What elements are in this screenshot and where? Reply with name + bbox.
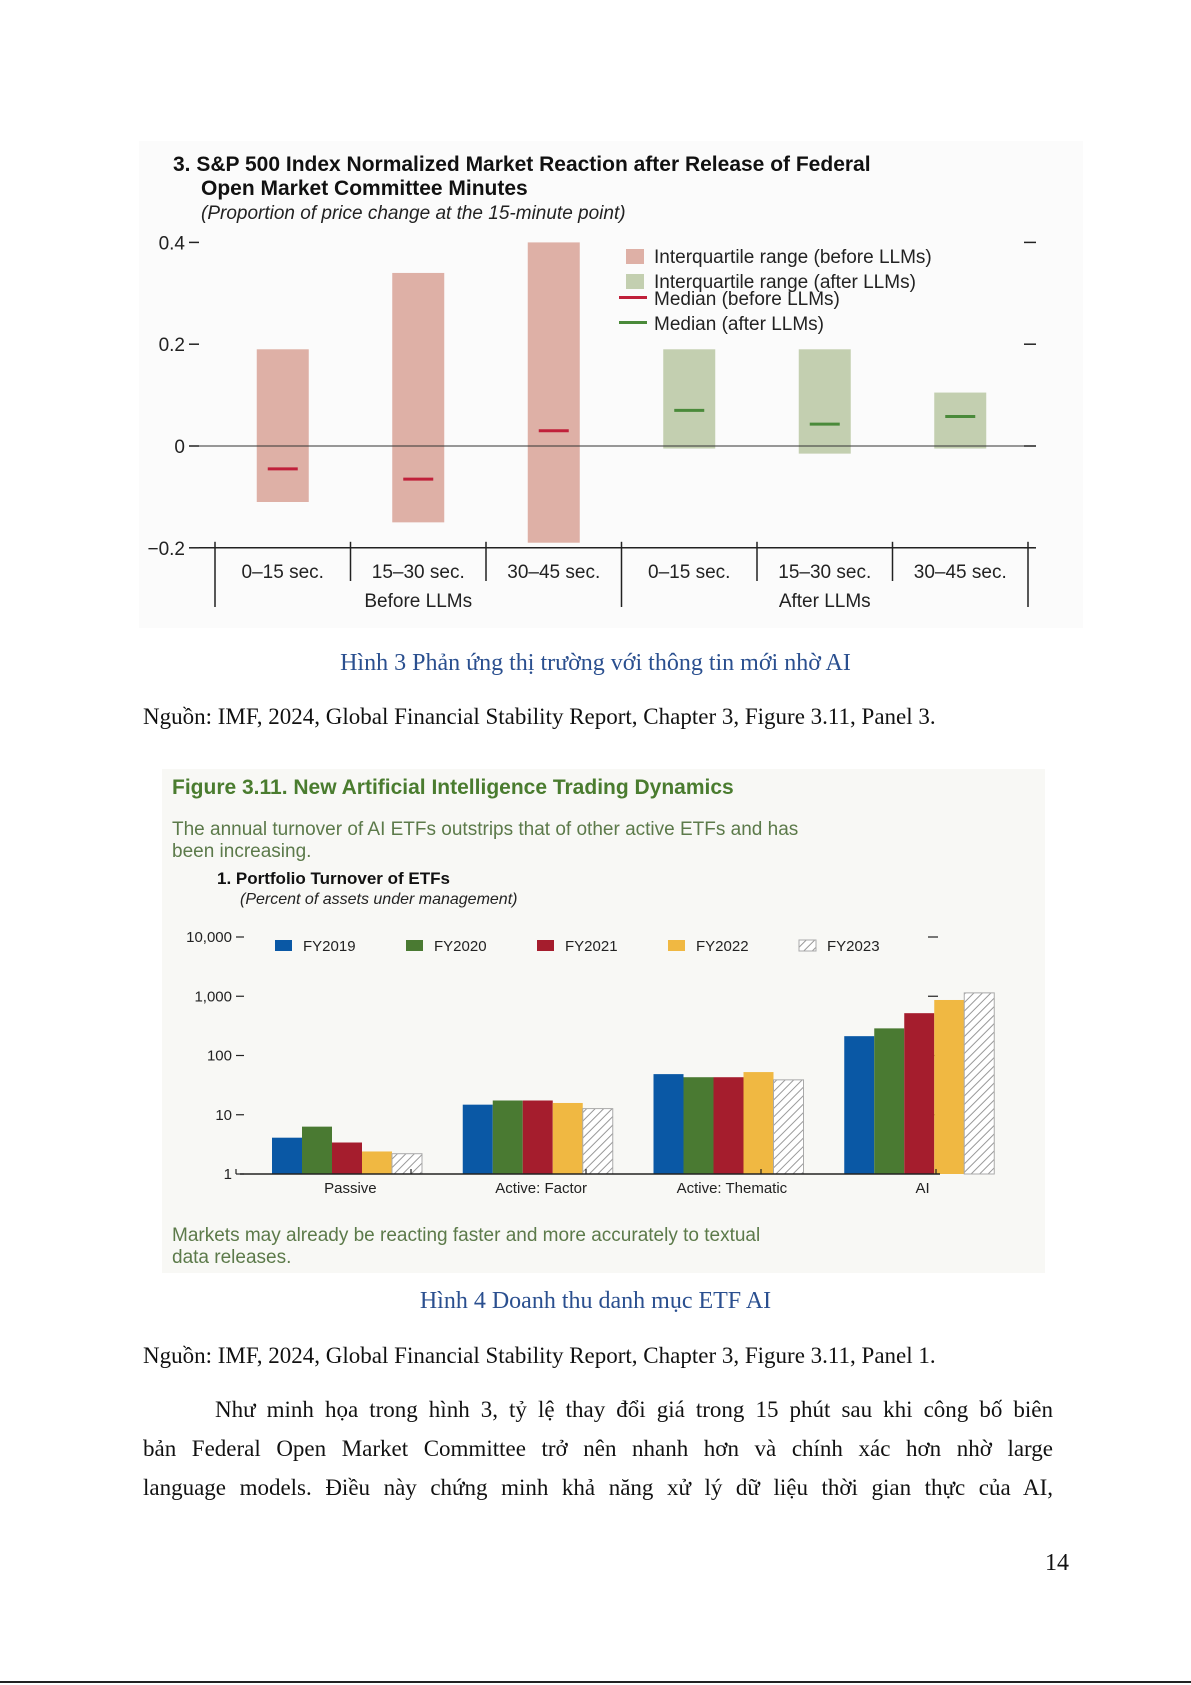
y-tick-label: 10,000 — [186, 929, 232, 946]
y-tick-label: 1,000 — [194, 988, 232, 1006]
figure-4-chart-panel — [162, 769, 1045, 1273]
x-tick-label: 0–15 sec. — [648, 562, 731, 583]
bar-fy2022 — [553, 1103, 583, 1174]
bar-fy2019 — [272, 1138, 302, 1174]
x-group-label: After LLMs — [778, 591, 871, 612]
x-tick-label: Active: Thematic — [676, 1180, 788, 1197]
x-tick-label: Active: Factor — [495, 1180, 587, 1197]
y-tick-label: 0.2 — [158, 335, 185, 357]
bar-fy2023 — [583, 1109, 613, 1174]
bar-fy2021 — [714, 1077, 744, 1174]
legend-swatch-median-after — [619, 321, 647, 324]
iqr-bar — [934, 393, 986, 449]
y-tick-label: −0.2 — [147, 538, 185, 560]
bar-fy2023 — [964, 993, 994, 1174]
x-tick-label: 15–30 sec. — [371, 562, 465, 583]
chart-legend — [275, 938, 880, 955]
bar-fy2023 — [774, 1080, 804, 1174]
bar-fy2020 — [874, 1028, 904, 1174]
legend-swatch — [537, 940, 554, 951]
figure-4-caption: Hình 4 Doanh thu danh mục ETF AI — [419, 1288, 772, 1314]
x-tick-label: 15–30 sec. — [778, 562, 872, 583]
bar-fy2021 — [332, 1143, 362, 1174]
x-tick-label: 0–15 sec. — [241, 562, 324, 583]
chart-subtitle: (Proportion of price change at the 15-minute point) — [201, 203, 626, 224]
page-number: 14 — [1045, 1550, 1069, 1576]
legend-label: FY2023 — [827, 938, 880, 955]
legend-swatch — [406, 940, 423, 951]
x-tick-label: 30–45 sec. — [507, 562, 601, 583]
figure-header: Figure 3.11. New Artificial Intelligence Trading Dynamics — [172, 776, 734, 799]
figure-3-caption: Hình 3 Phản ứng thị trường với thông tin mới nhờ AI — [340, 650, 851, 676]
bar-fy2019 — [844, 1036, 874, 1174]
figure-3-chart-panel — [139, 141, 1083, 628]
body-paragraph-line1: Như minh họa trong hình 3, tỷ lệ thay đổi giá trong 15 phút sau khi công bố biên — [215, 1397, 1053, 1422]
legend-swatch — [668, 940, 685, 951]
iqr-bar — [663, 349, 715, 448]
figure-subtitle-line1: The annual turnover of AI ETFs outstrips that of other active ETFs and has — [172, 819, 799, 840]
chart-legend — [619, 247, 932, 335]
body-paragraph-line3: language models. Điều này chứng minh khả năng xử lý dữ liệu thời gian thực của AI, — [143, 1475, 1053, 1500]
bar-fy2020 — [302, 1127, 332, 1174]
x-tick-label: AI — [915, 1180, 930, 1197]
y-tick-label: 100 — [206, 1047, 232, 1065]
chart-title-line2: Open Market Committee Minutes — [201, 177, 528, 200]
legend-label: Interquartile range (before LLMs) — [654, 247, 932, 268]
iqr-bar — [257, 349, 309, 502]
figure-4-source: Nguồn: IMF, 2024, Global Financial Stability Report, Chapter 3, Figure 3.11, Panel 1. — [143, 1343, 936, 1368]
legend-label: FY2021 — [565, 938, 618, 955]
figure-subtitle-line2: been increasing. — [172, 841, 312, 862]
legend-label: Median (after LLMs) — [654, 314, 825, 335]
legend-swatch-iqr-after — [626, 274, 644, 289]
legend-swatch-iqr-before — [626, 249, 644, 264]
chart-subtitle: (Percent of assets under management) — [240, 891, 518, 908]
y-tick-label: 1 — [223, 1166, 232, 1183]
y-tick-label: 0.4 — [158, 233, 185, 255]
figure-footer-line1: Markets may already be reacting faster and more accurately to textual — [172, 1225, 761, 1246]
bar-fy2019 — [654, 1074, 684, 1174]
bar-fy2021 — [904, 1013, 934, 1174]
etf-turnover-chart — [162, 769, 1045, 1273]
bar-fy2021 — [523, 1100, 553, 1174]
legend-swatch — [799, 940, 816, 951]
legend-label: FY2020 — [434, 938, 487, 955]
chart-title: 1. Portfolio Turnover of ETFs — [217, 869, 450, 888]
legend-label: FY2019 — [303, 938, 356, 955]
bar-fy2022 — [362, 1151, 392, 1174]
bar-fy2019 — [463, 1105, 493, 1174]
y-tick-label: 0 — [174, 437, 185, 458]
page-bottom-rule — [0, 1681, 1191, 1683]
bar-fy2022 — [934, 1000, 964, 1174]
sp500-reaction-chart — [139, 141, 1083, 628]
iqr-bar — [528, 242, 580, 542]
x-tick-label: Passive — [324, 1180, 377, 1197]
legend-label: Interquartile range (after LLMs) — [654, 272, 916, 293]
bar-fy2022 — [744, 1072, 774, 1174]
y-tick-label: 10 — [215, 1106, 232, 1124]
figure-3-source: Nguồn: IMF, 2024, Global Financial Stability Report, Chapter 3, Figure 3.11, Panel 3. — [143, 704, 936, 729]
iqr-bar — [799, 349, 851, 453]
x-group-label: Before LLMs — [364, 591, 473, 612]
bar-fy2023 — [392, 1154, 422, 1174]
figure-footer-line2: data releases. — [172, 1247, 292, 1268]
bar-fy2020 — [684, 1077, 714, 1174]
iqr-bar — [392, 273, 444, 522]
legend-label: Median (before LLMs) — [654, 289, 840, 310]
body-paragraph-line2: bản Federal Open Market Committee trở nên nhanh hơn và chính xác hơn nhờ large — [143, 1436, 1053, 1461]
legend-label: FY2022 — [696, 938, 749, 955]
bar-fy2020 — [493, 1100, 523, 1174]
legend-swatch-median-before — [619, 296, 647, 299]
legend-swatch — [275, 940, 292, 951]
x-tick-label: 30–45 sec. — [913, 562, 1007, 583]
chart-title-line1: 3. S&P 500 Index Normalized Market Reaction after Release of Federal — [173, 153, 871, 176]
